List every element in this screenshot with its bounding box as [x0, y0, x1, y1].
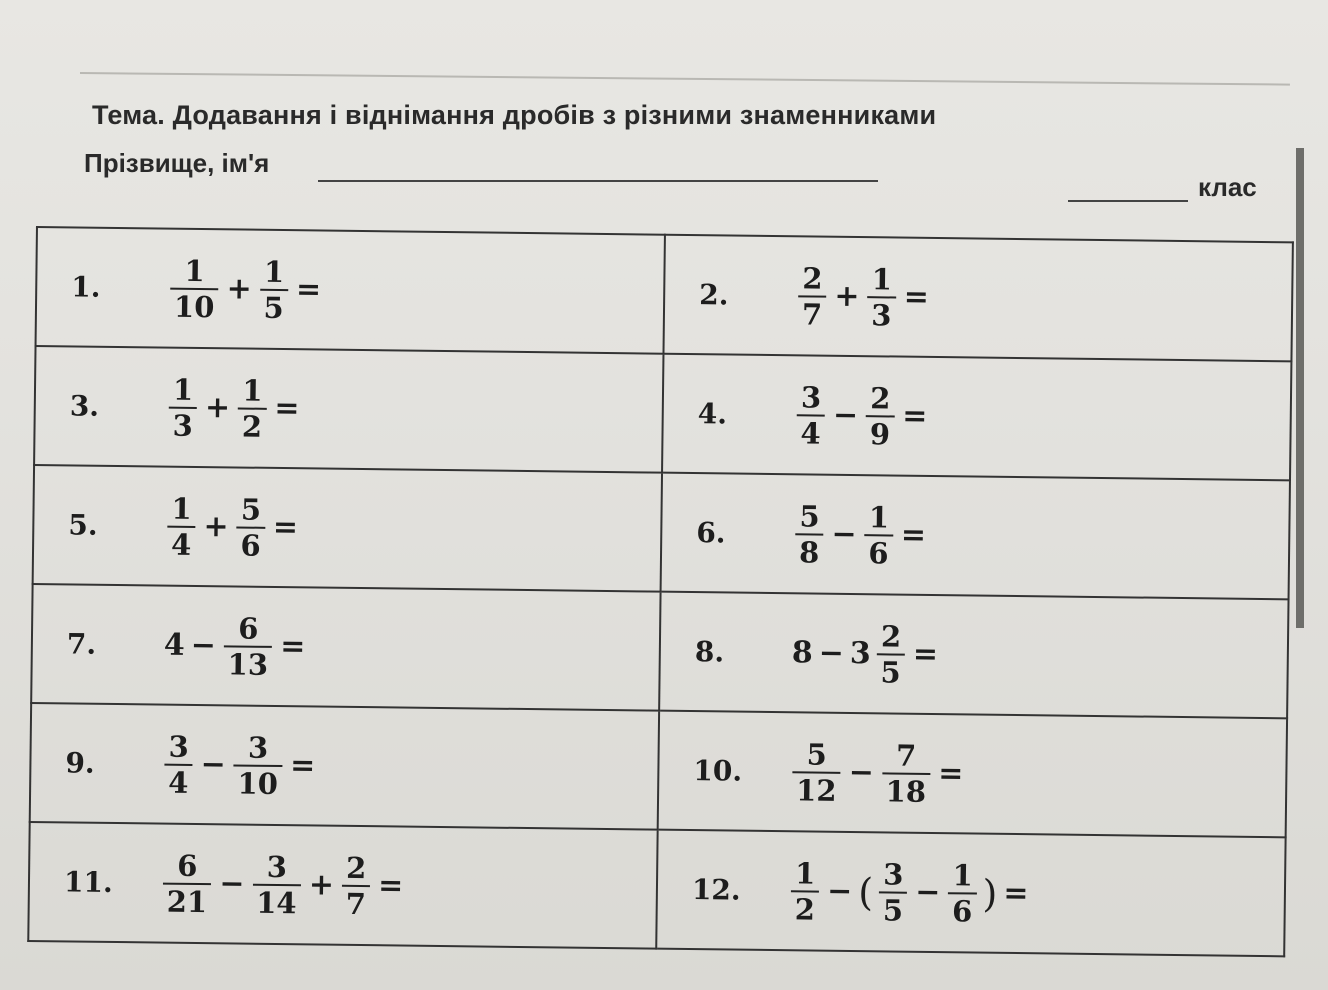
numerator: 6	[177, 848, 198, 883]
numerator: 5	[799, 498, 820, 534]
denominator: 2	[791, 890, 820, 926]
denominator: 9	[866, 415, 895, 451]
table-row	[30, 703, 1287, 837]
numerator: 2	[880, 618, 902, 654]
operator: −	[200, 747, 226, 783]
fraction	[259, 254, 288, 324]
operator: +	[226, 271, 252, 307]
operator: −	[826, 873, 853, 910]
numerator: 5	[806, 736, 828, 772]
operator: =	[1003, 875, 1029, 912]
task-expression	[788, 737, 968, 809]
task-number: 9.	[65, 746, 95, 780]
task-cell	[656, 830, 1285, 957]
operator: =	[377, 868, 404, 904]
operator: −	[831, 516, 857, 553]
denominator: 5	[259, 288, 288, 324]
fraction	[948, 858, 977, 928]
task-expression	[166, 253, 326, 325]
numerator: 3	[168, 729, 190, 764]
operator: =	[903, 279, 930, 315]
denominator: 4	[796, 414, 825, 450]
fraction	[795, 499, 824, 569]
task-cell	[30, 703, 659, 830]
name-blank-line[interactable]	[318, 180, 878, 182]
fraction	[798, 261, 827, 331]
task-cell	[662, 354, 1291, 481]
top-rule-line	[80, 72, 1290, 86]
numerator: 1	[794, 855, 816, 891]
fraction	[252, 849, 301, 920]
table-row	[33, 465, 1290, 599]
parenthesis: )	[982, 871, 998, 916]
fraction	[164, 729, 193, 799]
task-number: 2.	[699, 278, 729, 312]
exercises-table	[27, 226, 1294, 957]
fraction	[791, 856, 820, 926]
denominator: 6	[236, 526, 265, 562]
numerator: 5	[240, 492, 262, 527]
denominator: 4	[164, 763, 193, 799]
operator: +	[203, 509, 229, 545]
numerator: 3	[883, 856, 904, 892]
page-edge-shadow	[1296, 148, 1304, 628]
task-number: 6.	[696, 516, 726, 550]
operator: −	[818, 635, 845, 671]
task-cell	[31, 584, 660, 711]
fraction	[167, 491, 196, 561]
fraction	[238, 373, 267, 443]
operator: +	[834, 278, 860, 315]
operator: =	[902, 398, 928, 434]
numerator: 1	[172, 372, 194, 407]
operator: −	[915, 874, 941, 911]
fraction	[163, 848, 212, 919]
fraction	[342, 850, 371, 920]
numerator: 3	[247, 730, 269, 765]
task-expression	[164, 372, 304, 444]
task-cell	[34, 346, 663, 473]
numerator: 3	[800, 379, 822, 415]
operator: =	[272, 509, 299, 546]
fraction	[876, 619, 905, 689]
operator: −	[219, 866, 245, 902]
class-blank-line[interactable]	[1068, 200, 1188, 202]
fraction	[867, 262, 896, 332]
fraction	[233, 730, 282, 801]
numerator: 1	[171, 491, 192, 526]
parenthesis: (	[857, 869, 874, 914]
task-cell	[663, 235, 1292, 362]
numerator: 6	[237, 611, 259, 646]
fraction	[879, 857, 908, 927]
denominator: 12	[792, 771, 841, 808]
numerator: 1	[871, 261, 893, 296]
denominator: 3	[168, 406, 197, 442]
table-row	[34, 346, 1291, 480]
table-row	[36, 227, 1293, 361]
operator: =	[912, 636, 939, 673]
task-cell	[658, 711, 1287, 838]
task-number: 7.	[66, 627, 97, 661]
denominator: 21	[163, 882, 212, 919]
denominator: 14	[252, 883, 301, 920]
task-expression	[159, 848, 408, 921]
numerator: 1	[263, 254, 285, 289]
task-cell	[661, 473, 1290, 600]
denominator: 5	[879, 891, 908, 927]
task-expression	[161, 610, 309, 682]
task-expression	[789, 618, 942, 690]
operator: −	[832, 397, 859, 434]
class-label: клас	[1198, 172, 1257, 202]
numerator: 3	[266, 849, 288, 884]
denominator: 13	[223, 645, 272, 682]
operator: =	[274, 390, 300, 427]
operator: =	[289, 748, 316, 784]
denominator: 7	[342, 884, 371, 920]
fraction	[170, 253, 219, 324]
fraction	[223, 611, 272, 682]
numerator: 1	[952, 857, 974, 892]
numerator: 1	[184, 253, 205, 288]
fraction	[881, 738, 930, 809]
task-expression	[791, 499, 931, 571]
numerator: 2	[802, 260, 823, 296]
operator: =	[938, 756, 964, 792]
task-number: 8.	[694, 635, 725, 669]
denominator: 3	[867, 296, 896, 332]
task-number: 11.	[63, 865, 113, 899]
whole-number: 4	[163, 627, 185, 663]
task-expression	[163, 491, 303, 563]
fraction	[796, 380, 825, 450]
fraction	[236, 492, 265, 562]
task-number: 1.	[71, 270, 101, 304]
fraction	[792, 737, 841, 808]
task-expression	[794, 261, 934, 333]
numerator: 1	[242, 373, 263, 408]
task-number: 12.	[691, 873, 741, 907]
task-expression	[787, 856, 1033, 929]
denominator: 7	[798, 295, 827, 331]
numerator: 2	[345, 850, 367, 885]
numerator: 2	[870, 380, 891, 415]
denominator: 6	[864, 534, 893, 570]
fraction	[866, 381, 895, 451]
operator: =	[295, 272, 322, 308]
task-cell	[36, 227, 665, 354]
worksheet-title: Тема. Додавання і віднімання дробів з різними знаменниками	[92, 100, 937, 130]
numerator: 1	[868, 499, 890, 534]
operator: +	[204, 390, 231, 426]
operator: =	[900, 517, 927, 553]
denominator: 5	[876, 653, 905, 689]
whole-number: 3	[849, 635, 871, 672]
denominator: 2	[238, 407, 267, 443]
task-number: 3.	[69, 389, 100, 423]
denominator: 8	[795, 533, 824, 569]
task-cell	[659, 592, 1288, 719]
operator: −	[190, 627, 217, 664]
fraction	[168, 372, 197, 442]
task-expression	[160, 729, 320, 801]
task-expression	[792, 380, 932, 452]
table-row	[28, 822, 1285, 956]
name-label: Прізвище, ім'я	[84, 148, 270, 178]
task-cell	[28, 822, 657, 949]
operator: −	[848, 754, 875, 791]
table-row	[31, 584, 1288, 718]
task-cell	[33, 465, 662, 592]
denominator: 18	[881, 772, 930, 809]
numerator: 7	[895, 738, 917, 773]
whole-number: 8	[791, 635, 813, 671]
denominator: 4	[167, 525, 196, 561]
denominator: 10	[170, 287, 219, 324]
task-number: 4.	[697, 397, 728, 431]
denominator: 10	[233, 764, 282, 801]
fraction	[864, 500, 893, 570]
task-number: 5.	[68, 508, 98, 542]
task-number: 10.	[693, 754, 743, 788]
operator: +	[308, 867, 335, 903]
operator: =	[280, 629, 306, 665]
denominator: 6	[948, 892, 977, 928]
